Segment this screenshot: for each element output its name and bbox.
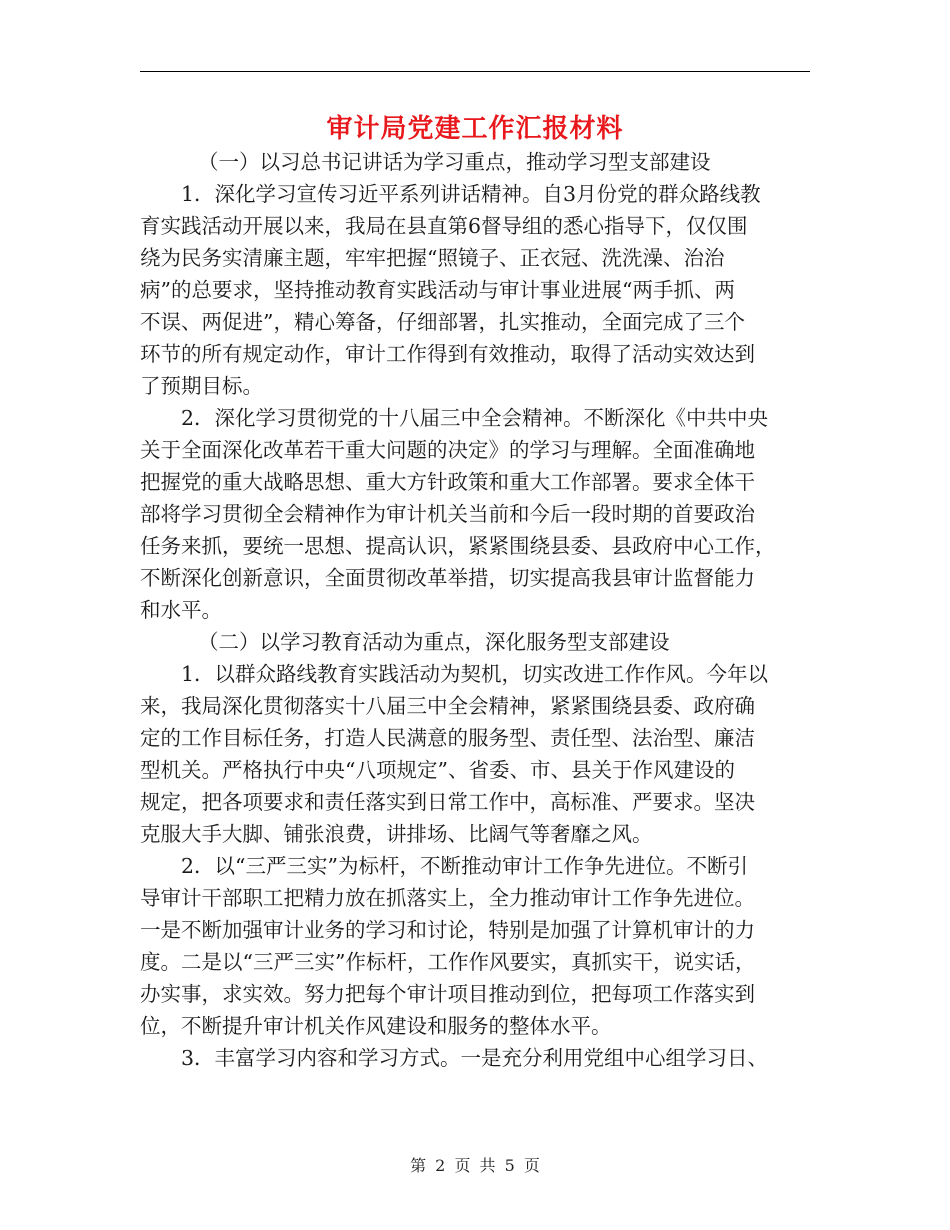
section1-paragraph-1: 1．深化学习宣传习近平系列讲话精神。自3月份党的群众路线教 育实践活动开展以来，我局在县直第6督导组的悉心指导下，仅仅围 绕为民务实清廉主题，牢牢把握“照镜子、正衣冠、洗洗澡、治治 病”的总要求，坚持推动教育实践活动与审计事业进展“两手抓、两 不误、两促进”，精心筹备，仔细部署，扎实推动，全面完成了三个 环节的所有规定动作，审计工作得到有效推动，取得了活动实效达到 了预期目标。 <box>140 182 761 398</box>
page-number-footer: 第 2 页 共 5 页 <box>410 1156 540 1175</box>
section2-paragraph-1: 1．以群众路线教育实践活动为契机，切实改进工作作风。今年以 来，我局深化贯彻落实十八届三中全会精神，紧紧围绕县委、政府确 定的工作目标任务，打造人民满意的服务型、责任型、法治型、廉洁 型机关。严格执行中央“八项规定”、省委、市、县关于作风建设的 规定，把各项要求和责任落实到日常工作中，高标准、严要求。坚决 克服大手大脚、铺张浪费，讲排场、比阔气等奢靡之风。 <box>140 662 769 846</box>
document-body <box>140 146 812 1074</box>
section2-heading: （二）以学习教育活动为重点，深化服务型支部建设 <box>198 630 670 654</box>
header-rule <box>140 71 810 72</box>
section2-paragraph-3: 3．丰富学习内容和学习方式。一是充分利用党组中心组学习日、 <box>181 1046 769 1070</box>
section1-paragraph-2: 2．深化学习贯彻党的十八届三中全会精神。不断深化《中共中央 关于全面深化改革若干重大问题的决定》的学习与理解。全面准确地 把握党的重大战略思想、重大方针政策和重大工作部署。要求全体干 部将学习贯彻全会精神作为审计机关当前和今后一段时期的首要政治 任务来抓，要统一思想、提高认识，紧紧围绕县委、县政府中心工作， 不断深化创新意识，全面贯彻改革举措，切实提高我县审计监督能力 和水平。 <box>140 406 776 622</box>
section2-paragraph-2: 2．以“三严三实”为标杆，不断推动审计工作争先进位。不断引 导审计干部职工把精力放在抓落实上，全力推动审计工作争先进位。 一是不断加强审计业务的学习和讨论，特别是加强了计算机审计的力 度。二是以“三严三实”作标杆，工作作风要实，真抓实干，说实话， 办实事，求实效。努力把每个审计项目推动到位，把每项工作落实到 位，不断提升审计机关作风建设和服务的整体水平。 <box>140 854 756 1038</box>
document-title: 审计局党建工作汇报材料 <box>326 114 624 144</box>
section1-heading: （一）以习总书记讲话为学习重点，推动学习型支部建设 <box>198 150 711 174</box>
